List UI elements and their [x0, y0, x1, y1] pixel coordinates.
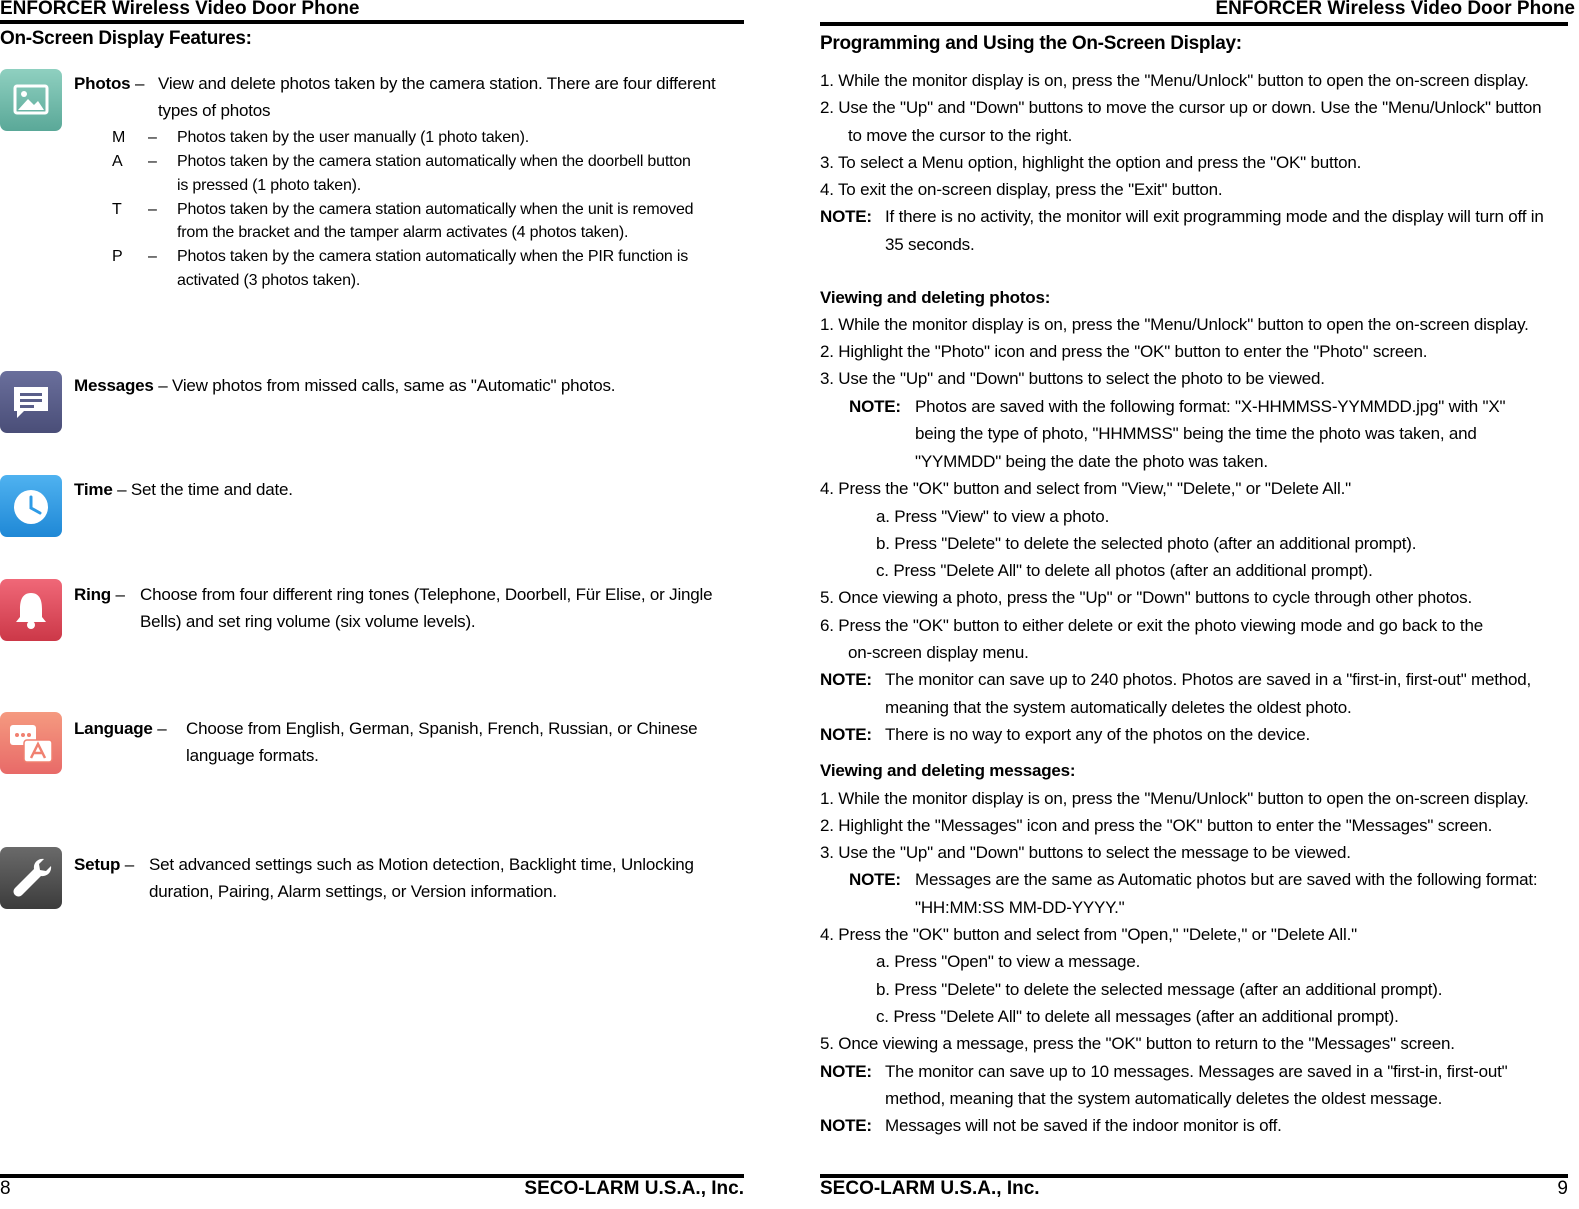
wrench-icon	[0, 847, 62, 909]
photo-icon	[0, 69, 62, 131]
time-line	[74, 476, 293, 503]
photos-substep: a. Press "View" to view a photo.	[876, 507, 1110, 526]
messages-desc: – View photos from missed calls, same as "Automatic" photos.	[153, 376, 616, 395]
ring-desc-2: Bells) and set ring volume (six volume levels).	[140, 612, 476, 631]
setup-term-line	[74, 851, 134, 878]
type-dash: –	[148, 153, 157, 170]
photos-desc-2: types of photos	[158, 101, 271, 120]
right-header-rule	[820, 22, 1568, 26]
bell-icon	[0, 579, 62, 641]
type-code: T	[112, 201, 122, 218]
photos-note3: There is no way to export any of the photos on the device.	[885, 725, 1310, 744]
note-label: NOTE:	[820, 1062, 872, 1081]
ring-dash: –	[110, 585, 125, 604]
type-line: activated (3 photos taken).	[177, 272, 361, 289]
note-label: NOTE:	[820, 670, 872, 689]
msg-step: 4. Press the "OK" button and select from "Open," "Delete," or "Delete All."	[820, 925, 1357, 944]
ring-term: Ring	[74, 585, 111, 604]
type-dash: –	[148, 248, 157, 265]
type-code: M	[112, 129, 126, 146]
msg-substep: c. Press "Delete All" to delete all messages (after an additional prompt).	[876, 1007, 1399, 1026]
right-section-title: Programming and Using the On-Screen Display:	[820, 33, 1242, 54]
photos-step: 6. Press the "OK" button to either delete or exit the photo viewing mode and go back to the	[820, 616, 1483, 635]
prog-note-2: 35 seconds.	[885, 235, 975, 254]
photos-step: 1. While the monitor display is on, press the "Menu/Unlock" button to open the on-screen display.	[820, 315, 1529, 334]
language-desc-2: language formats.	[186, 746, 319, 765]
photos-step-cont: on-screen display menu.	[848, 643, 1029, 662]
left-page-number: 8	[0, 1178, 11, 1199]
prog-step-cont: to move the cursor to the right.	[848, 126, 1073, 145]
message-icon	[0, 371, 62, 433]
note-label: NOTE:	[820, 725, 872, 744]
photos-note-c: "YYMMDD" being the date the photo was taken.	[915, 452, 1268, 471]
setup-dash: –	[120, 855, 135, 874]
language-desc-1: Choose from English, German, Spanish, French, Russian, or Chinese	[186, 719, 698, 738]
ring-term-line	[74, 581, 125, 608]
type-code: P	[112, 248, 123, 265]
left-header-rule	[0, 20, 744, 24]
msg-note2-b: method, meaning that the system automatically deletes the oldest message.	[885, 1089, 1443, 1108]
photos-substep: c. Press "Delete All" to delete all photos (after an additional prompt).	[876, 561, 1373, 580]
msg-note3: Messages will not be saved if the indoor monitor is off.	[885, 1116, 1282, 1135]
language-icon	[0, 712, 62, 774]
type-dash: –	[148, 201, 157, 218]
msg-step: 2. Highlight the "Messages" icon and press the "OK" button to enter the "Messages" screen.	[820, 816, 1493, 835]
photos-step: 3. Use the "Up" and "Down" buttons to select the photo to be viewed.	[820, 369, 1325, 388]
prog-step: 4. To exit the on-screen display, press the "Exit" button.	[820, 180, 1223, 199]
msg-step: 3. Use the "Up" and "Down" buttons to select the message to be viewed.	[820, 843, 1351, 862]
right-footer-company: SECO-LARM U.S.A., Inc.	[820, 1178, 1040, 1199]
left-section-title: On-Screen Display Features:	[0, 28, 252, 49]
photos-note2-a: The monitor can save up to 240 photos. Photos are saved in a "first-in, first-out" method,	[885, 670, 1532, 689]
photos-note2-b: meaning that the system automatically deletes the oldest photo.	[885, 698, 1352, 717]
setup-desc-2: duration, Pairing, Alarm settings, or Version information.	[149, 882, 557, 901]
photos-dash: –	[134, 74, 145, 93]
photos-term: Photos	[74, 74, 131, 93]
type-code: A	[112, 153, 123, 170]
msg-substep: a. Press "Open" to view a message.	[876, 952, 1141, 971]
photos-note-a: Photos are saved with the following format: "X-HHMMSS-YYMMDD.jpg" with "X"	[915, 397, 1506, 416]
msg-step: 5. Once viewing a message, press the "OK" button to return to the "Messages" screen.	[820, 1034, 1455, 1053]
right-page	[820, 0, 1575, 1209]
messages-term: Messages	[74, 376, 154, 395]
left-header: ENFORCER Wireless Video Door Phone	[0, 0, 360, 19]
setup-desc-1: Set advanced settings such as Motion detection, Backlight time, Unlocking	[149, 855, 694, 874]
msg-note-a: Messages are the same as Automatic photos but are saved with the following format:	[915, 870, 1538, 889]
language-term: Language	[74, 719, 153, 738]
msg-note-b: "HH:MM:SS MM-DD-YYYY."	[915, 898, 1125, 917]
prog-step: 2. Use the "Up" and "Down" buttons to move the cursor up or down. Use the "Menu/Unlock" button	[820, 98, 1542, 117]
msg-step: 1. While the monitor display is on, press the "Menu/Unlock" button to open the on-screen display.	[820, 789, 1529, 808]
type-line: Photos taken by the user manually (1 photo taken).	[177, 129, 529, 146]
type-line: Photos taken by the camera station automatically when the doorbell button	[177, 153, 691, 170]
left-footer-company: SECO-LARM U.S.A., Inc.	[524, 1178, 744, 1199]
type-line: Photos taken by the camera station automatically when the PIR function is	[177, 248, 689, 265]
type-line: from the bracket and the tamper alarm activates (4 photos taken).	[177, 224, 629, 241]
note-label: NOTE:	[849, 870, 901, 889]
language-term-line	[74, 715, 166, 742]
note-label: NOTE:	[820, 1116, 872, 1135]
ring-desc-1: Choose from four different ring tones (Telephone, Doorbell, Für Elise, or Jingle	[140, 585, 713, 604]
prog-step: 1. While the monitor display is on, press the "Menu/Unlock" button to open the on-screen display.	[820, 71, 1529, 90]
photos-note-b: being the type of photo, "HHMMSS" being the time the photo was taken, and	[915, 424, 1477, 443]
messages-subtitle: Viewing and deleting messages:	[820, 761, 1076, 780]
msg-substep: b. Press "Delete" to delete the selected message (after an additional prompt).	[876, 980, 1443, 999]
msg-note2-a: The monitor can save up to 10 messages. Messages are saved in a "first-in, first-out"	[885, 1062, 1508, 1081]
type-line: Photos taken by the camera station automatically when the unit is removed	[177, 201, 694, 218]
type-dash: –	[148, 129, 157, 146]
prog-step: 3. To select a Menu option, highlight the option and press the "OK" button.	[820, 153, 1362, 172]
note-label: NOTE:	[849, 397, 901, 416]
prog-note-1: If there is no activity, the monitor will exit programming mode and the display will turn off in	[885, 207, 1544, 226]
time-desc: – Set the time and date.	[112, 480, 293, 499]
photos-subtitle: Viewing and deleting photos:	[820, 288, 1051, 307]
right-header: ENFORCER Wireless Video Door Phone	[1215, 0, 1575, 19]
photos-step: 2. Highlight the "Photo" icon and press the "OK" button to enter the "Photo" screen.	[820, 342, 1428, 361]
left-page	[0, 0, 750, 1209]
photos-step: 5. Once viewing a photo, press the "Up" or "Down" buttons to cycle through other photos.	[820, 588, 1472, 607]
language-dash: –	[152, 719, 167, 738]
right-page-number: 9	[1557, 1178, 1568, 1199]
messages-line	[74, 372, 615, 399]
clock-icon	[0, 475, 62, 537]
photos-substep: b. Press "Delete" to delete the selected photo (after an additional prompt).	[876, 534, 1417, 553]
photos-desc-1: View and delete photos taken by the camera station. There are four different	[158, 74, 716, 93]
photos-step: 4. Press the "OK" button and select from "View," "Delete," or "Delete All."	[820, 479, 1351, 498]
type-line: is pressed (1 photo taken).	[177, 177, 362, 194]
note-label: NOTE:	[820, 207, 872, 226]
setup-term: Setup	[74, 855, 121, 874]
time-term: Time	[74, 480, 113, 499]
photos-term-line	[74, 70, 144, 97]
